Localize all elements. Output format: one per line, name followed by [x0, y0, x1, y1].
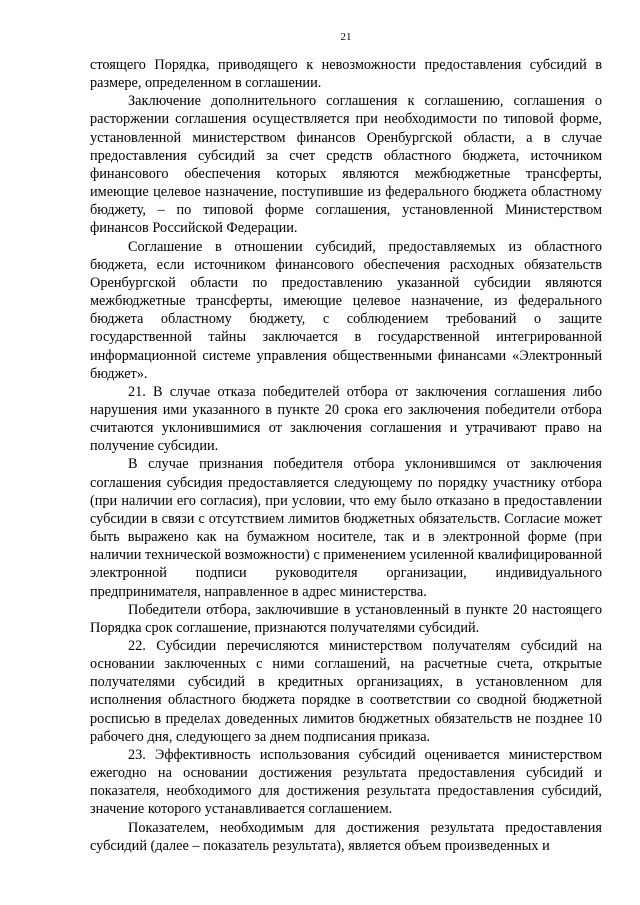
- paragraph-additional-agreement: Заключение дополнительного соглашения к соглашению, соглашения о расторжении соглашения осуществляется при необходимости по типовой форме, установленной министерством финансов Оренбургской области, а в случае предоставления субсидий за счет средств областного бюджета, источником финансового обеспечения которых являются межбюджетные трансферты, имеющие целевое назначение, поступившие из федерального бюджета областному бюджету, – по типовой форме соглашения, установленной Министерством финансов Российской Федерации.: [90, 93, 602, 237]
- paragraph-clause-21: 21. В случае отказа победителей отбора от заключения соглашения либо нарушения ими указанного в пункте 20 срока его заключения победители отбора считаются уклонившимися от заключения соглашения и утрачивают право на получение субсидии.: [90, 383, 602, 455]
- paragraph-continuation: стоящего Порядка, приводящего к невозможности предоставления субсидий в размере, определенном в соглашении.: [90, 57, 602, 92]
- paragraph-electronic-budget: Соглашение в отношении субсидий, предоставляемых из областного бюджета, если источником финансового обеспечения расходных обязательств Оренбургской области по предоставлению указанной субсидии являются межбюджетные трансферты, имеющие целевое назначение, из федерального бюджета областному бюджету, с соблюдением требований о защите государственной тайны заключается в государственной интегрированной информационной системе управления общественными финансами «Электронный бюджет».: [90, 238, 602, 382]
- page-number: 21: [340, 31, 352, 43]
- paragraph-next-participant: В случае признания победителя отбора уклонившимся от заключения соглашения субсидия предоставляется следующему по порядку участнику отбора (при наличии его согласия), при условии, что ему было отказано в предоставлении субсидии в связи с отсутствием лимитов бюджетных обязательств. Согласие может быть выражено как на бумажном носителе, так и в электронной форме (при наличии технической возможности) с применением усиленной квалифицированной электронной подписи руководителя организации, индивидуального предпринимателя, направленное в адрес министерства.: [90, 456, 602, 600]
- paragraph-winners-recipients: Победители отбора, заключившие в установленный в пункте 20 настоящего Порядка срок соглашение, признаются получателями субсидий.: [90, 601, 602, 636]
- paragraph-result-indicator: Показателем, необходимым для достижения результата предоставления субсидий (далее – показатель результата), является объем произведенных и: [90, 819, 602, 854]
- paragraph-clause-22: 22. Субсидии перечисляются министерством получателям субсидий на основании заключенных с ними соглашений, на расчетные счета, открытые получателями субсидий в кредитных организациях, в установленном для исполнения областного бюджета порядке в соответствии со сводной бюджетной росписью в пределах доведенных лимитов бюджетных обязательств не позднее 10 рабочего дня, следующего за днем подписания приказа.: [90, 638, 602, 745]
- paragraph-clause-23: 23. Эффективность использования субсидий оценивается министерством ежегодно на основании достижения результата предоставления субсидий и показателя, необходимого для достижения результата предоставления субсидий, значение которого устанавливается соглашением.: [90, 746, 602, 818]
